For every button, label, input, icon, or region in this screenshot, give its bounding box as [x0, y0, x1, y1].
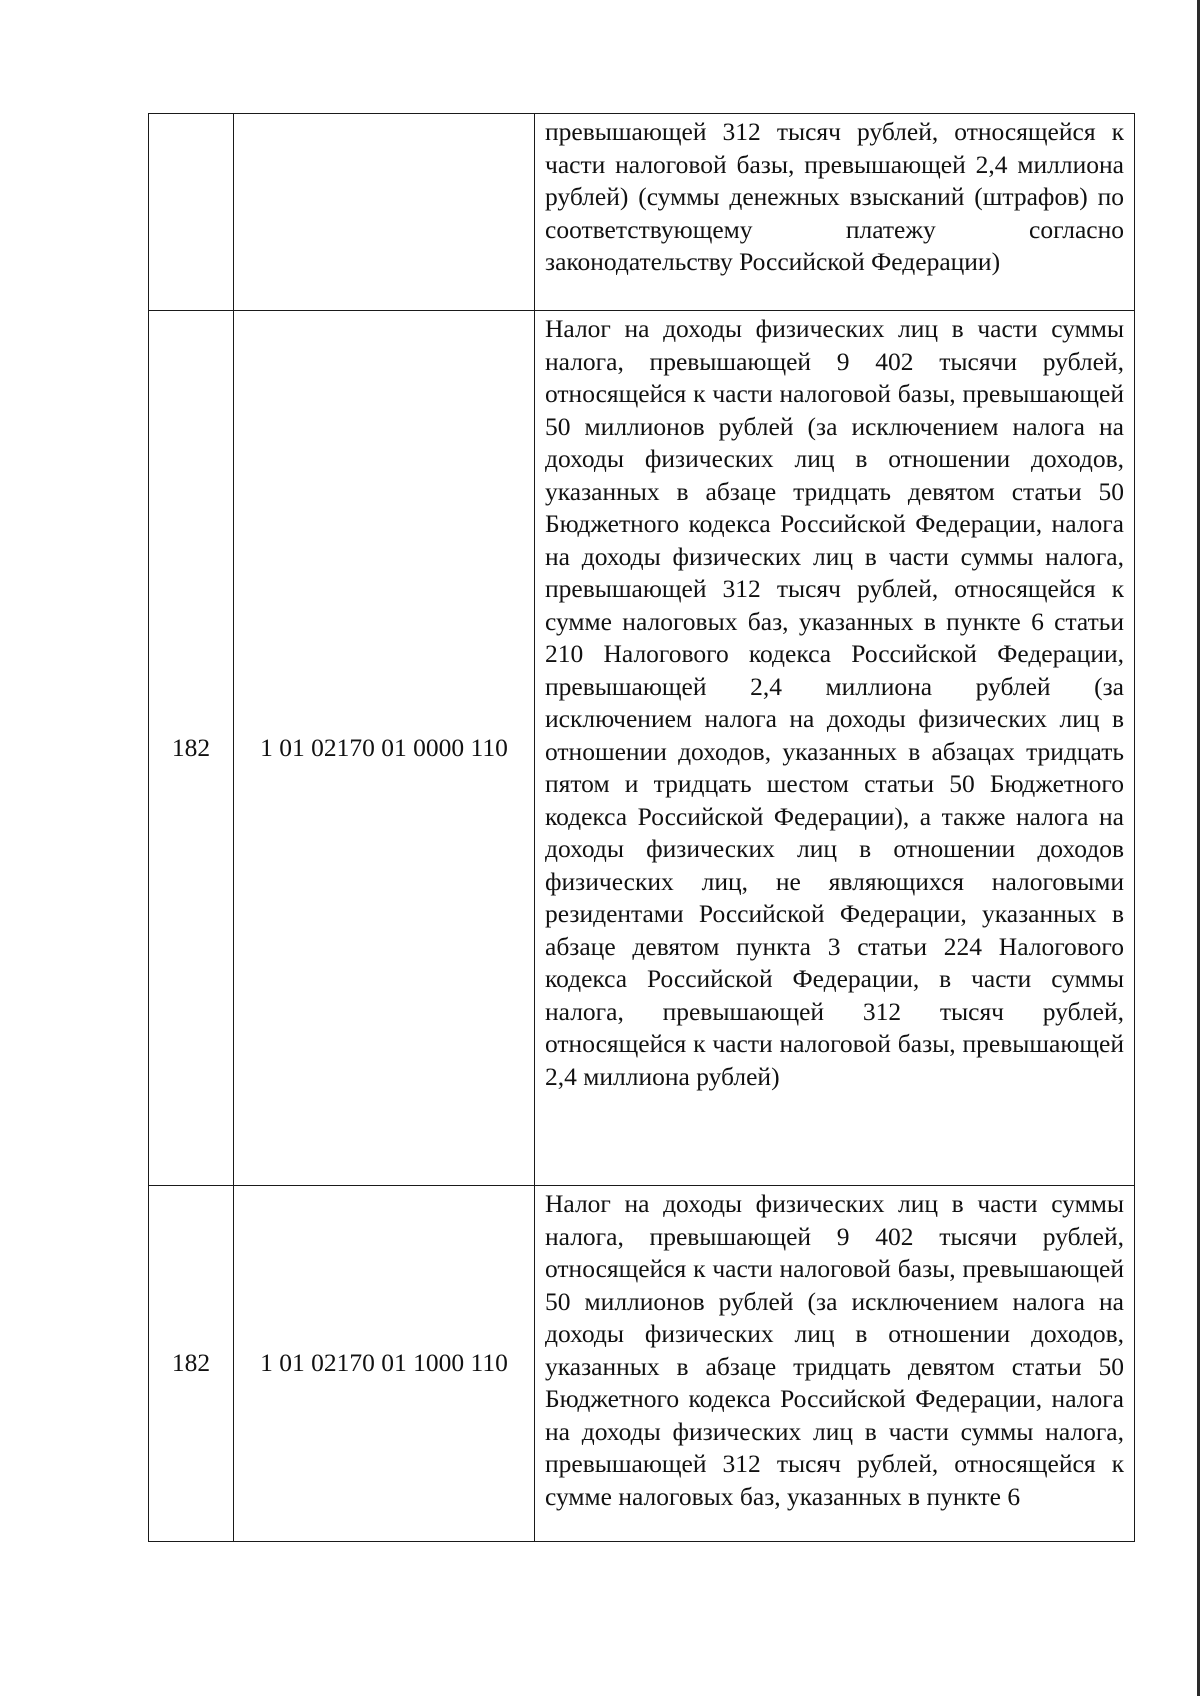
table-row [149, 311, 1135, 1186]
kbk-code-cell: 1 01 02170 01 0000 110 [234, 311, 535, 1186]
admin-code-cell: 182 [149, 1186, 234, 1542]
kbk-code-cell [234, 114, 535, 311]
kbk-code-cell: 1 01 02170 01 1000 110 [234, 1186, 535, 1542]
admin-code-cell [149, 114, 234, 311]
admin-code-cell: 182 [149, 311, 234, 1186]
budget-codes-table [148, 113, 1135, 1542]
description-cell: Налог на доходы физических лиц в части суммы налога, превышающей 9 402 тысячи рублей, относящейся к части налоговой базы, превышающей 50 миллионов рублей (за исключением налога на доходы физических лиц в отношении доходов, указанных в абзаце тридцать девятом статьи 50 Бюджетного кодекса Российской Федерации, налога на доходы физических лиц в части суммы налога, превышающей 312 тысяч рублей, относящейся к сумме налоговых баз, указанных в пункте 6 статьи 210 Налогового кодекса Российской Федерации, превышающей 2,4 миллиона рублей (за исключением налога на доходы физических лиц в отношении доходов, указанных в абзацах тридцать пятом и тридцать шестом статьи 50 Бюджетного кодекса Российской Федерации), а также налога на доходы физических лиц в отношении доходов физических лиц, не являющихся налоговыми резидентами Российской Федерации, указанных в абзаце девятом пункта 3 статьи 224 Налогового кодекса Российской Федерации, в части суммы налога, превышающей 312 тысяч рублей, относящейся к части налоговой базы, превышающей 2,4 миллиона рублей) [535, 311, 1135, 1186]
table-row [149, 114, 1135, 311]
description-cell: превышающей 312 тысяч рублей, относящейся к части налоговой базы, превышающей 2,4 миллиона рублей) (суммы денежных взысканий (штрафов) по соответствующему платежу согласно законодательству Российской Федерации) [535, 114, 1135, 311]
description-cell: Налог на доходы физических лиц в части суммы налога, превышающей 9 402 тысячи рублей, относящейся к части налоговой базы, превышающей 50 миллионов рублей (за исключением налога на доходы физических лиц в отношении доходов, указанных в абзаце тридцать девятом статьи 50 Бюджетного кодекса Российской Федерации, налога на доходы физических лиц в части суммы налога, превышающей 312 тысяч рублей, относящейся к сумме налоговых баз, указанных в пункте 6 [535, 1186, 1135, 1542]
table-row [149, 1186, 1135, 1542]
